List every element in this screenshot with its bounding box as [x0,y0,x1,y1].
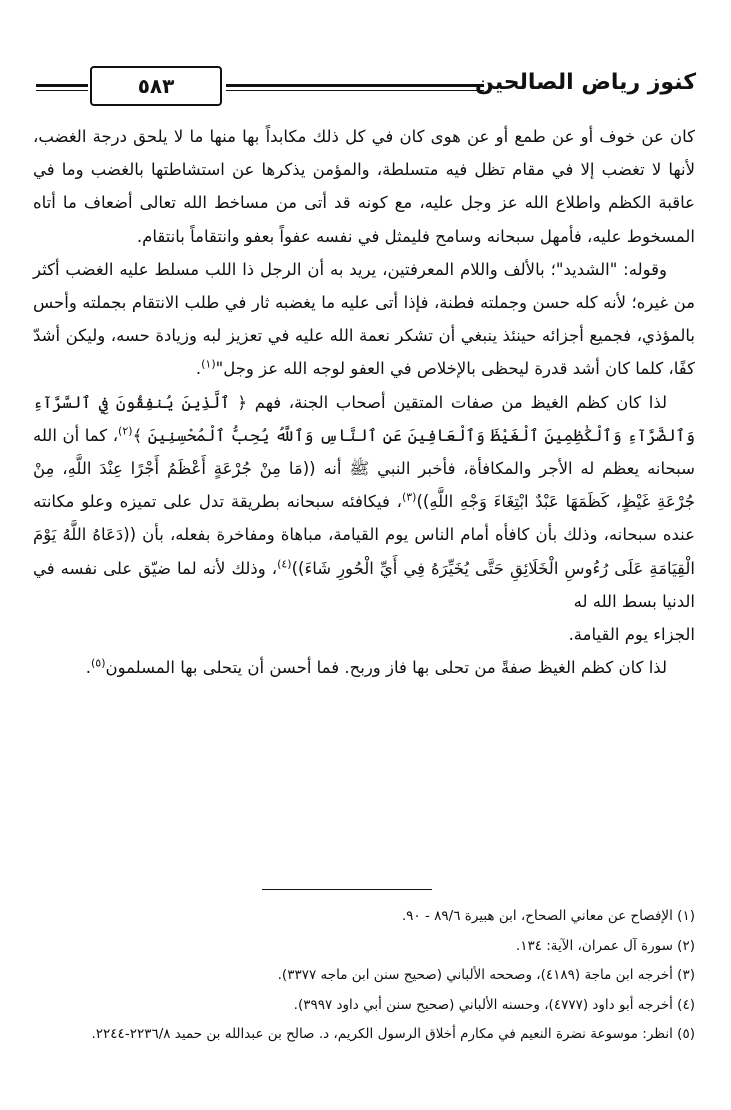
footnote-ref-4: (٤) [277,557,292,571]
page-number: ٥٨٣ [90,66,222,106]
book-title: كنوز رياض الصالحين [475,70,696,95]
paragraph-3-hadith-1: ، كما أن الله سبحانه يعظم له الأجر والمكافأة، فأخبر النبي ﷺ أنه ((مَا مِنْ جُرْعَةٍ أَعْظَمُ أَجْرًا عِنْدَ اللَّهِ، مِنْ جُرْعَةِ غَيْظٍ، كَظَمَهَا عَبْدٌ ابْتِغَاءَ وَجْهِ اللَّهِ)) [33,425,695,512]
main-text [33,120,695,684]
paragraph-3 [33,386,695,618]
paragraph-1: كان عن خوف أو عن طمع أو عن هوى كان في كل ذلك مكابداً بها منها ما لا يلحق درجة الغضب، لأنها لا تغضب إلا في مقام تظل فيه متسلطة، والمؤمن يذكرها عن استشاطتها بالغضب وما في عاقبة الكظم واطلاع الله عز وجل عليه، مع كونه قد أتى من مساخط الله تعالى أضعاف ما أتاه المسخوط عليه، فأمهل سبحانه وسامح فليمثل في نفسه عفواً بعفو وانتقاماً بانتقام. [33,127,695,246]
footnote-5: (٥) انظر: موسوعة نضرة النعيم في مكارم أخلاق الرسول الكريم، د. صالح بن عبدالله بن حميد ٢٢٣٦/٨-٢٢٤٤. [91,1026,695,1043]
paragraph-2-text: وقوله: "الشديد"؛ بالألف واللام المعرفتين، يريد به أن الرجل ذا اللب مسلط عليه الغضب أكثر من غيره؛ لأنه كله حسن وجملته فطنة، فإذا أتى عليه ما يغضبه ثار في طلب الانتقام بجملته وأحس بالمؤذي، فجميع أجزائه حينئذ ينبغي أن تشكر نعمة الله عليه في تعزيز لبه وزيادة حسه، وليكن أشدّ كفًا، كلما كان أشد قدرة ليحظى بالإخلاص في العفو لوجه الله عز وجل" [33,259,695,379]
footnote-separator [262,889,432,890]
quran-verse: ﴿ ٱلَّذِينَ يُنفِقُونَ فِي ٱلسَّرَّآءِ وَٱلضَّرَّآءِ وَٱلْكَٰظِمِينَ ٱلْغَيْظَ وَٱلْعَافِينَ عَنِ ٱلنَّاسِ وَٱللَّهُ يُحِبُّ ٱلْمُحْسِنِينَ ﴾ [33,392,695,445]
footnotes [33,902,695,1050]
footnote-4: (٤) أخرجه أبو داود (٤٧٧٧)، وحسنه الألباني (صحيح سنن أبي داود ٣٩٩٧). [293,996,695,1013]
paragraph-5 [33,651,695,684]
header-rule [226,84,484,91]
footnote-ref-3: (٣) [401,490,417,504]
paragraph-3-lead: لذا كان كظم الغيظ من صفات المتقين أصحاب الجنة، فهم [254,392,668,412]
footnote-ref-5: (٥) [90,656,106,670]
page-header [36,62,696,110]
footnote-2: (٢) سورة آل عمران، الآية: ١٣٤. [515,937,695,954]
footnote-ref-2: (٢) [118,424,133,438]
paragraph-2: وقوله: "الشديد"؛ بالألف واللام المعرفتين، يريد به أن الرجل ذا اللب مسلط عليه الغضب أكثر من غيره؛ لأنه كله حسن وجملته فطنة، فإذا أتى عليه ما يغضبه ثار في طلب الانتقام بجملته وأحس بالمؤذي، فجميع أجزائه حينئذ ينبغي أن تشكر نعمة الله عليه في تعزيز لبه وزيادة حسه، وليكن أشدّ كفًا، كلما كان أشد قدرة ليحظى بالإخلاص في العفو لوجه الله عز وجل"$^{(١)}$. [33,259,695,379]
paragraph-4: الجزاء يوم القيامة. [568,625,695,645]
footnote-1: (١) الإفصاح عن معاني الصحاح، ابن هبيرة ٨٩/٦ - ٩٠. [401,908,695,924]
footnote-ref-1: (١) [201,357,216,371]
paragraph-5-text: لذا كان كظم الغيظ صفةً من تحلى بها فاز وربح. فما أحسن أن يتحلى بها المسلمون [105,658,667,678]
paragraph-3-end: ، وذلك لأنه لما ضيّق على نفسه في الدنيا بسط الله له [33,558,695,611]
paragraph-5-end: . [85,658,91,678]
header-rule-left [36,84,88,91]
footnote-3: (٣) أخرجه ابن ماجة (٤١٨٩)، وصححه الألباني (صحيح سنن ابن ماجه ٣٣٧٧). [277,967,695,984]
paragraph-3-middle: ، فيكافئه سبحانه بطريقة تدل على تميزه وعلو مكانته عنده سبحانه، وذلك بأن كافأه أمام الناس يوم القيامة، مباهاة ومفاخرة بفعله، بأن ((دَعَاهُ اللَّهُ يَوْمَ الْقِيَامَةِ عَلَى رُءُوسِ الْخَلَائِقِ حَتَّى يُخَيِّرَهُ فِي أَيِّ الْحُورِ شَاءَ)) [33,492,696,578]
